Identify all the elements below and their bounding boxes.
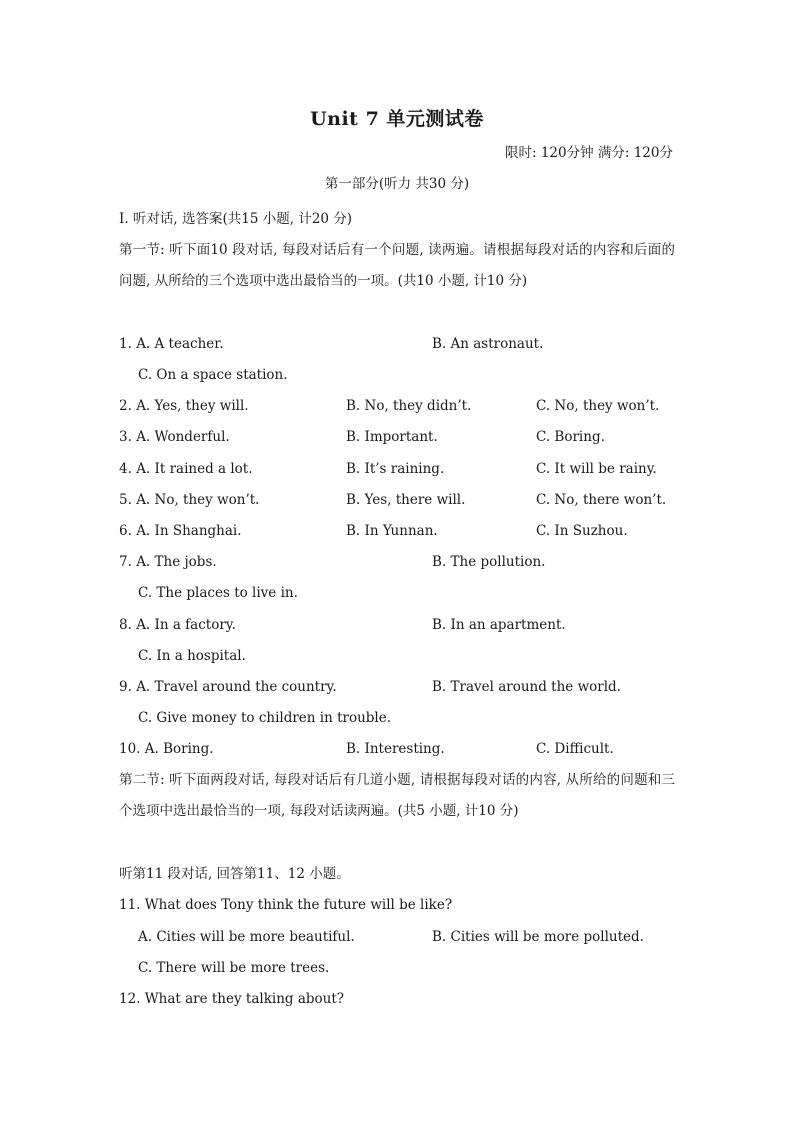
q2-option-b: B. No, they didn’t.	[346, 398, 472, 414]
part1-heading: 第一部分(听力 共30 分)	[324, 176, 470, 192]
q9-option-a: 9. A. Travel around the country.	[119, 679, 337, 695]
q6-option-c: C. In Suzhou.	[536, 523, 628, 539]
dialog11-heading: 听第11 段对话, 回答第11、12 小题。	[119, 866, 350, 882]
q11-option-b: B. Cities will be more polluted.	[432, 929, 644, 945]
q5-option-b: B. Yes, there will.	[346, 492, 466, 508]
q6-option-b: B. In Yunnan.	[346, 523, 438, 539]
page-title: Unit 7 单元测试卷	[310, 108, 484, 130]
q6-option-a: 6. A. In Shanghai.	[119, 523, 242, 539]
q3-option-c: C. Boring.	[536, 429, 605, 445]
q5-option-c: C. No, there won’t.	[536, 492, 667, 508]
q8-option-c: C. In a hospital.	[138, 648, 246, 664]
q8-option-b: B. In an apartment.	[432, 617, 566, 633]
section2-intro: 第二节: 听下面两段对话, 每段对话后有几道小题, 请根据每段对话的内容, 从所给的问题和三个选项中选出最恰当的一项, 每段对话读两遍。(共5 小题, 计10 分)	[119, 772, 675, 819]
q11-option-c: C. There will be more trees.	[138, 960, 330, 976]
q7-option-a: 7. A. The jobs.	[119, 554, 217, 570]
q4-option-b: B. It’s raining.	[346, 461, 445, 477]
section1-intro: 第一节: 听下面10 段对话, 每段对话后有一个问题, 读两遍。请根据每段对话的内容和后面的问题, 从所给的三个选项中选出最恰当的一项。(共10 小题, 计10 分)	[119, 242, 675, 289]
q10-option-b: B. Interesting.	[346, 741, 445, 757]
section-i-heading: I. 听对话, 选答案(共15 小题, 计20 分)	[119, 211, 353, 227]
q1-option-c: C. On a space station.	[138, 367, 288, 383]
q9-option-c: C. Give money to children in trouble.	[138, 710, 392, 726]
q1-option-b: B. An astronaut.	[432, 336, 544, 352]
q4-option-c: C. It will be rainy.	[536, 461, 657, 477]
q8-option-a: 8. A. In a factory.	[119, 617, 236, 633]
q9-option-b: B. Travel around the world.	[432, 679, 621, 695]
q5-option-a: 5. A. No, they won’t.	[119, 492, 260, 508]
q1-option-a: 1. A. A teacher.	[119, 336, 224, 352]
q11-stem: 11. What does Tony think the future will be like?	[119, 897, 453, 913]
q4-option-a: 4. A. It rained a lot.	[119, 461, 253, 477]
q3-option-b: B. Important.	[346, 429, 438, 445]
q10-option-a: 10. A. Boring.	[119, 741, 214, 757]
q3-option-a: 3. A. Wonderful.	[119, 429, 230, 445]
q2-option-a: 2. A. Yes, they will.	[119, 398, 249, 414]
q7-option-b: B. The pollution.	[432, 554, 546, 570]
time-score-info: 限时: 120分钟 满分: 120分	[504, 145, 673, 161]
q10-option-c: C. Difficult.	[536, 741, 614, 757]
q7-option-c: C. The places to live in.	[138, 585, 298, 601]
q11-option-a: A. Cities will be more beautiful.	[138, 929, 355, 945]
q12-stem: 12. What are they talking about?	[119, 991, 344, 1007]
q2-option-c: C. No, they won’t.	[536, 398, 660, 414]
